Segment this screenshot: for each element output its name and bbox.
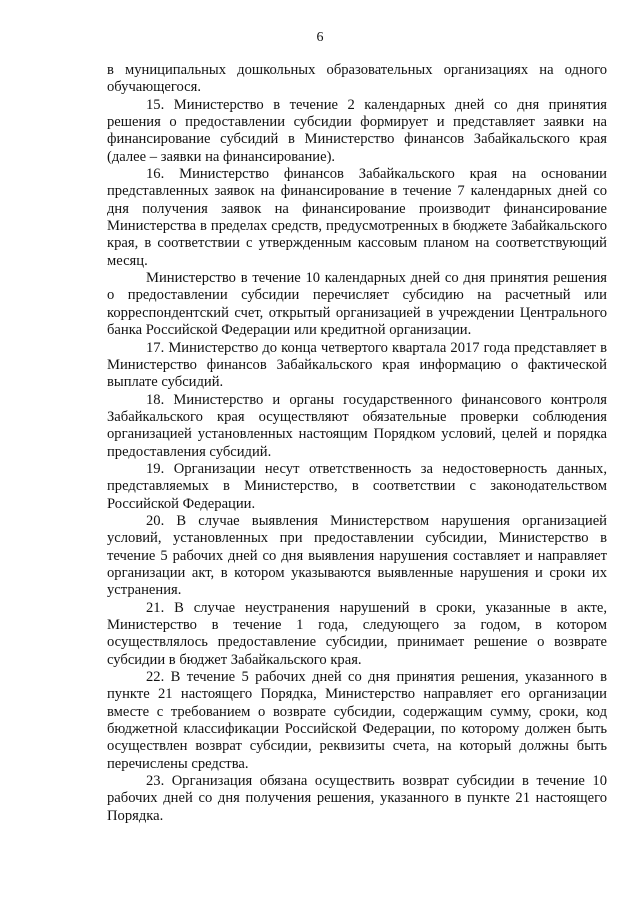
paragraph-item-16: 16. Министерство финансов Забайкальского края на основании представленных заявок на финансирование в течение 7 календарных дней со дня получения заявок на финансирование производит финансирование Министерства в пределах средств, предусмотренных в бюджете Забайкальского края, в соответствии с утвержденным кассовым планом на соответствующий месяц. [107,166,607,269]
paragraph-item-15: 15. Министерство в течение 2 календарных дней со дня принятия решения о предоставлении субсидии формирует и представляет заявки на финансирование субсидий в Министерство финансов Забайкальского края (далее – заявки на финансирование). [107,96,607,165]
paragraph-item-19: 19. Организации несут ответственность за недостоверность данных, представляемых в Министерство, в соответствии с законодательством Российской Федерации. [107,460,607,512]
paragraph-item-17: 17. Министерство до конца четвертого квартала 2017 года представляет в Министерство финансов Забайкальского края информацию о фактической выплате субсидий. [107,339,607,391]
page-number: 6 [316,30,324,45]
paragraph-item-22: 22. В течение 5 рабочих дней со дня принятия решения, указанного в пункте 21 настоящего Порядка, Министерство направляет его организации вместе с требованием о возврате субсидии, содержащим сумму, сроки, код бюджетной классификации Российской Федерации, по которому должен быть осуществлен возврат субсидии, реквизиты счета, на который должны быть перечислены средства. [107,669,607,772]
paragraph-continuation: в муниципальных дошкольных образовательных организациях на одного обучающегося. [107,62,607,96]
document-body [107,62,607,825]
paragraph-item-20: 20. В случае выявления Министерством нарушения организацией условий, установленных при предоставлении субсидии, Министерство в течение 5 рабочих дней со дня выявления нарушения составляет и направляет организации акт, в котором указываются выявленные нарушения и сроки их устранения. [107,512,607,599]
paragraph-item-21: 21. В случае неустранения нарушений в сроки, указанные в акте, Министерство в течение 1 года, следующего за годом, в котором осуществлялось предоставление субсидии, принимает решение о возврате субсидии в бюджет Забайкальского края. [107,599,607,668]
paragraph-item-23: 23. Организация обязана осуществить возврат субсидии в течение 10 рабочих дней со дня получения решения, указанного в пункте 21 настоящего Порядка. [107,773,607,824]
paragraph-item-16-continued: Министерство в течение 10 календарных дней со дня принятия решения о предоставлении субсидии перечисляет субсидию на расчетный или корреспондентский счет, открытый организацией в учреждении Центрального банка Российской Федерации или кредитной организации. [107,270,607,339]
paragraph-item-18: 18. Министерство и органы государственного финансового контроля Забайкальского края осуществляют обязательные проверки соблюдения организацией установленных настоящим Порядком условий, целей и порядка предоставления субсидий. [107,391,607,460]
